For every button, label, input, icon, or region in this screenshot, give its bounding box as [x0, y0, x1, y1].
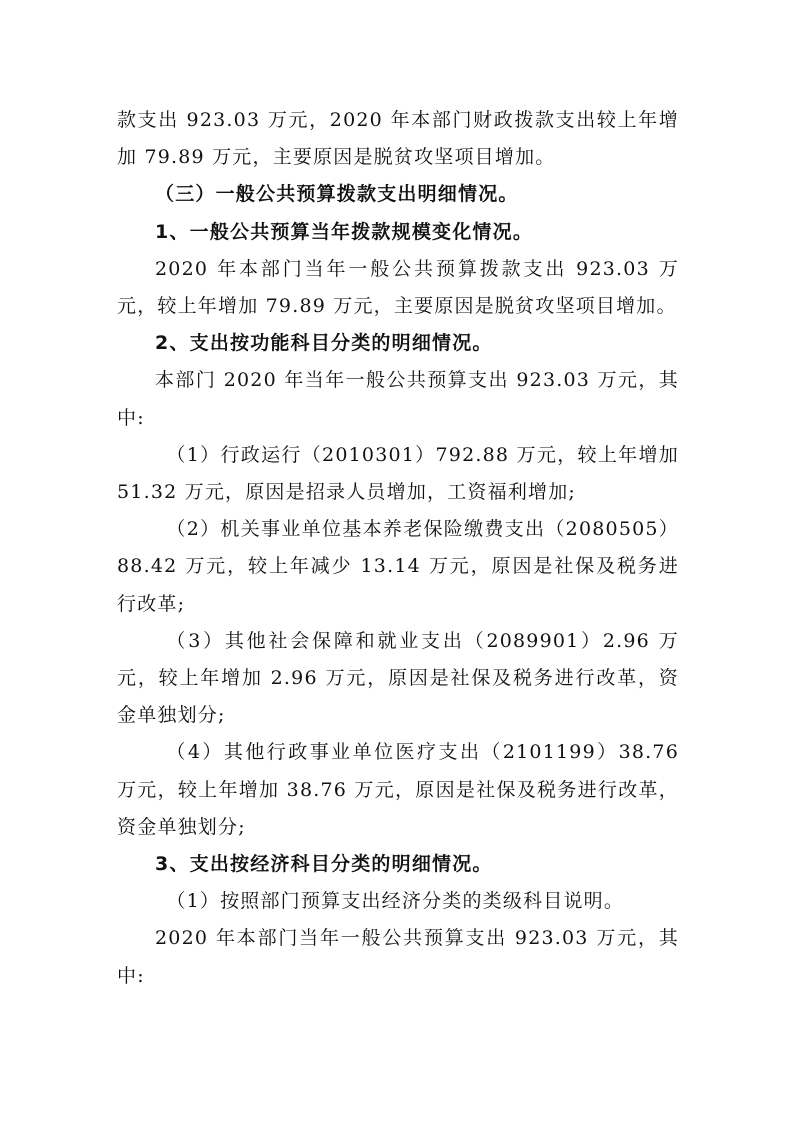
list-item-medical-other: （4）其他行政事业单位医疗支出（2101199）38.76 万元，较上年增加 38.76 万元，原因是社保及税务进行改革，资金单独划分;: [117, 741, 679, 838]
subheading-scale-change: 1、一般公共预算当年拨款规模变化情况。: [155, 220, 534, 243]
paragraph-economic-category-note: （1）按照部门预算支出经济分类的类级科目说明。: [166, 890, 625, 913]
subheading-economic-classification: 3、支出按经济科目分类的明细情况。: [155, 853, 493, 876]
subheading-functional-classification: 2、支出按功能科目分类的明细情况。: [155, 332, 493, 355]
paragraph-continued-expenditure: 款支出 923.03 万元，2020 年本部门财政拨款支出较上年增加 79.89 万元，主要原因是脱贫攻坚项目增加。: [117, 109, 679, 169]
list-item-administrative-operation: （1）行政运行（2010301）792.88 万元，较上年增加 51.32 万元，原因是招录人员增加，工资福利增加;: [117, 443, 679, 504]
list-item-social-security-other: （3）其他社会保障和就业支出（2089901）2.96 万元，较上年增加 2.96 万元，原因是社保及税务进行改革，资金单独划分;: [117, 629, 679, 727]
paragraph-functional-summary: 本部门 2020 年当年一般公共预算支出 923.03 万元，其中:: [117, 369, 679, 429]
document-body: [117, 102, 679, 995]
section-heading-general-budget: （三）一般公共预算拨款支出明细情况。: [155, 183, 519, 206]
paragraph-economic-summary: 2020 年本部门当年一般公共预算支出 923.03 万元，其中:: [117, 927, 679, 987]
paragraph-scale-change: 2020 年本部门当年一般公共预算拨款支出 923.03 万元，较上年增加 79.89 万元，主要原因是脱贫攻坚项目增加。: [117, 257, 679, 318]
list-item-pension-insurance: （2）机关事业单位基本养老保险缴费支出（2080505）88.42 万元，较上年减少 13.14 万元，原因是社保及税务进行改革;: [117, 518, 679, 615]
